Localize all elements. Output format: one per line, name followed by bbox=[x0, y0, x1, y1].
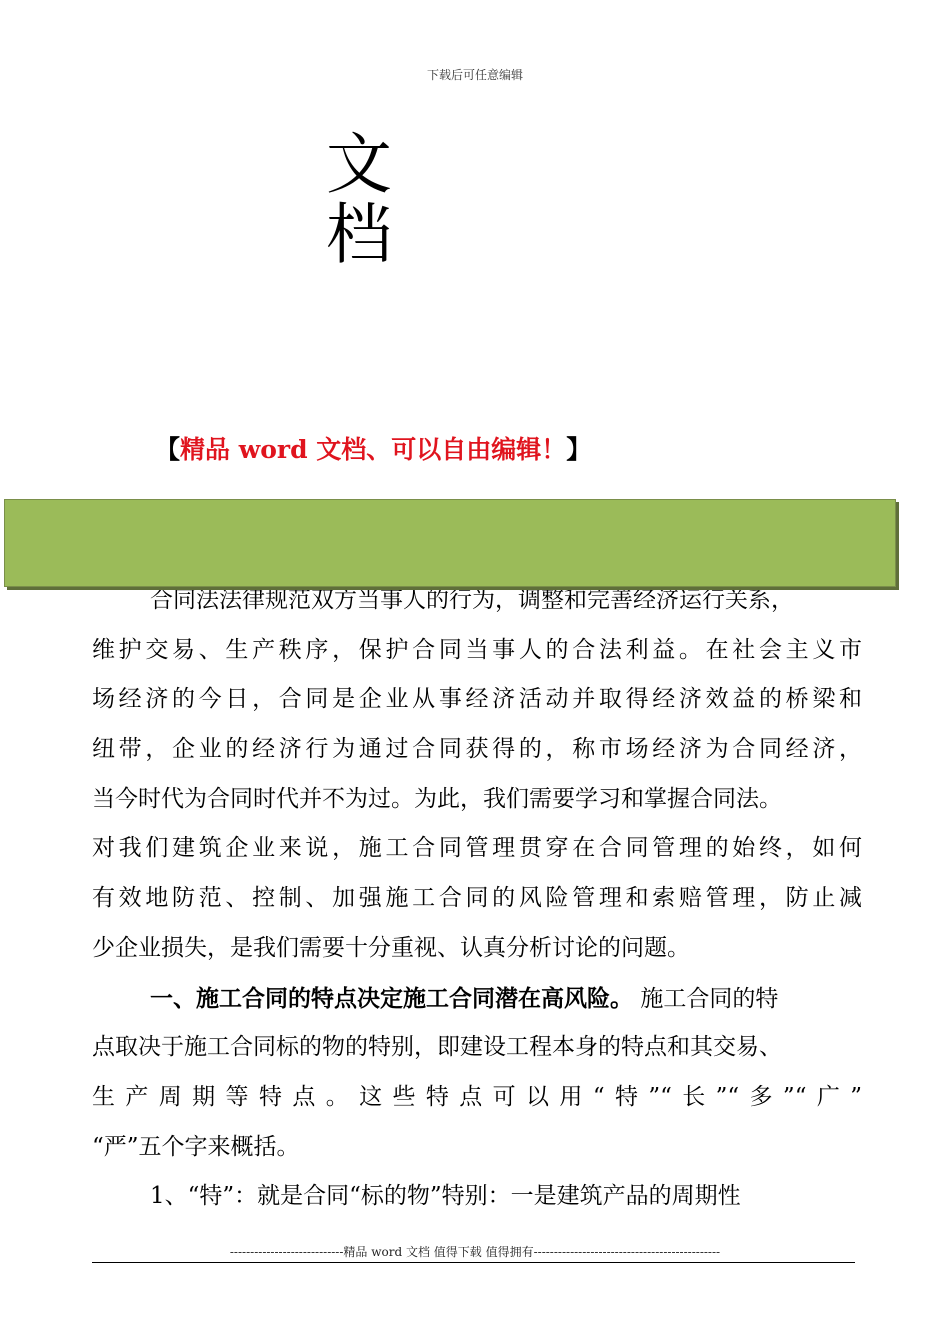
body-text bbox=[92, 576, 862, 1222]
footer-rule bbox=[92, 1262, 855, 1263]
section-1-rest: 施工合同的特 bbox=[640, 985, 779, 1012]
promo-open-bracket: 【 bbox=[155, 435, 181, 464]
body-line: “严”五个字来概括。 bbox=[92, 1133, 300, 1160]
green-banner-box bbox=[4, 499, 896, 587]
body-line: 有效地防范、控制、加强施工合同的风险管理和索赔管理，防止减 bbox=[92, 885, 862, 912]
body-line: 生产周期等特点。这些特点可以用“特”“长”“多”“广” bbox=[92, 1083, 862, 1110]
title-char-2: 档 bbox=[326, 196, 392, 273]
promo-banner bbox=[155, 430, 591, 466]
body-line: 场经济的今日，合同是企业从事经济活动并取得经济效益的桥梁和 bbox=[92, 686, 862, 713]
body-line: 点取决于施工合同标的物的特别，即建设工程本身的特点和其交易、 bbox=[92, 1034, 782, 1061]
promo-text: 精品 word 文档、可以自由编辑！ bbox=[180, 435, 567, 464]
title-char-1: 文 bbox=[326, 126, 392, 203]
body-line: 维护交易、生产秩序，保护合同当事人的合法利益。在社会主义市 bbox=[92, 636, 862, 663]
body-line: 当今时代为合同时代并不为过。为此，我们需要学习和掌握合同法。 bbox=[92, 785, 782, 812]
section-1-first-line bbox=[92, 974, 862, 1024]
body-line: 纽带，企业的经济行为通过合同获得的，称市场经济为合同经济， bbox=[92, 736, 862, 763]
body-line: 合同法法律规范双方当事人的行为，调整和完善经济运行关系， bbox=[150, 587, 794, 613]
body-line: 少企业损失，是我们需要十分重视、认真分析讨论的问题。 bbox=[92, 934, 690, 961]
promo-close-bracket: 】 bbox=[566, 435, 592, 464]
section-1-heading: 一、施工合同的特点决定施工合同潜在高风险。 bbox=[150, 984, 633, 1012]
body-line: 对我们建筑企业来说，施工合同管理贯穿在合同管理的始终，如何 bbox=[92, 835, 862, 862]
item-1-line: 1、“特”：就是合同“标的物”特别：一是建筑产品的周期性 bbox=[150, 1183, 741, 1210]
header-note: 下载后可任意编辑 bbox=[426, 68, 523, 82]
footer-text: ----------------------------精品 word 文档 值得下载 值得拥有---------------------------------------------- bbox=[229, 1245, 721, 1259]
document-title bbox=[326, 126, 406, 273]
